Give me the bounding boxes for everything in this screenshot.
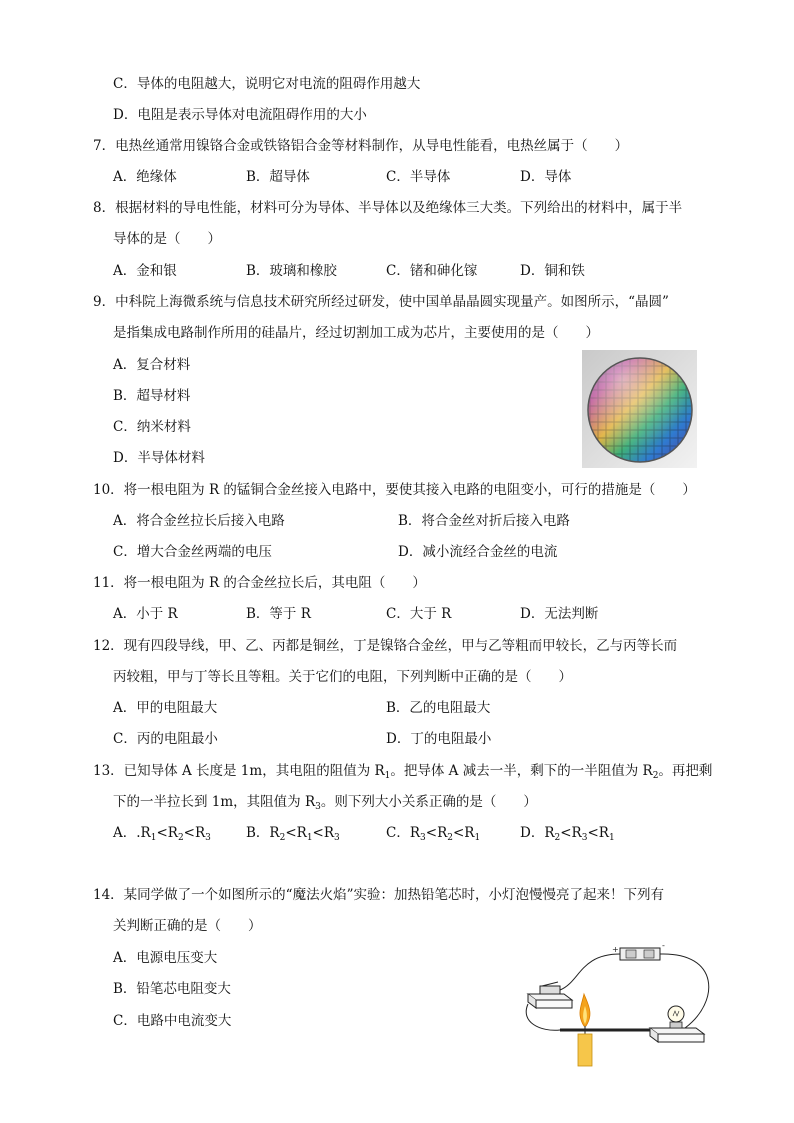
- svg-text:+: +: [612, 945, 619, 954]
- question-9-line-1: 9．中科院上海微系统与信息技术研究所经过研发，使中国单晶晶圆实现量产。如图所示，“晶圆”: [93, 294, 669, 310]
- q14-option-a: A．电源电压变大: [113, 950, 218, 966]
- q12-option-b: B．乙的电阻最大: [386, 700, 491, 716]
- q12-option-c: C．丙的电阻最小: [113, 731, 218, 747]
- svg-text:-: -: [662, 942, 665, 950]
- q9-option-a: A．复合材料: [113, 357, 191, 373]
- switch-icon: [528, 982, 572, 1008]
- q6-option-c: C．导体的电阻越大，说明它对电流的阻碍作用越大: [113, 76, 421, 92]
- q6-option-d: D．电阻是表示导体对电流阻碍作用的大小: [113, 107, 367, 123]
- q7-option-b: B．超导体: [246, 169, 310, 185]
- question-10: 10．将一根电阻为 R 的锰铜合金丝接入电路中，要使其接入电路的电阻变小，可行的措施是（ ）: [93, 482, 696, 498]
- q11-option-c: C．大于 R: [386, 606, 452, 622]
- q8-option-a: A．金和银: [113, 263, 177, 279]
- q10-option-c: C．增大合金丝两端的电压: [113, 544, 272, 560]
- question-7: 7．电热丝通常用镍铬合金或铁铬铝合金等材料制作，从导电性能看，电热丝属于（ ）: [93, 138, 629, 154]
- question-12-line-2: 丙较粗，甲与丁等长且等粗。关于它们的电阻，下列判断中正确的是（ ）: [113, 669, 572, 685]
- magic-flame-circuit: [520, 942, 716, 1070]
- battery-icon: [612, 942, 665, 960]
- q10-option-b: B．将合金丝对折后接入电路: [398, 513, 570, 529]
- q14-option-c: C．电路中电流变大: [113, 1013, 232, 1029]
- bulb-icon: [650, 1006, 704, 1042]
- q11-option-a: A．小于 R: [113, 606, 178, 622]
- q9-option-c: C．纳米材料: [113, 419, 191, 435]
- q14-option-b: B．铅笔芯电阻变大: [113, 981, 231, 997]
- q9-option-d: D．半导体材料: [113, 450, 205, 466]
- question-13-line-1: 13．已知导体 A 长度是 1m，其电阻的阻值为 $R_1$。把导体 A 减去一半，剩下的一半阻值为 $R_2$。再把剩: [93, 763, 713, 781]
- q13-option-c: C．$R_3<R_2<R_1$: [386, 825, 481, 843]
- q13-option-d: D．$R_2<R_3<R_1$: [520, 825, 615, 843]
- q7-option-d: D．导体: [520, 169, 572, 185]
- q11-option-d: D．无法判断: [520, 606, 599, 622]
- q7-option-a: A．绝缘体: [113, 169, 177, 185]
- question-8-line-1: 8．根据材料的导电性能，材料可分为导体、半导体以及绝缘体三大类。下列给出的材料中，属于半: [93, 200, 683, 216]
- q12-option-d: D．丁的电阻最小: [386, 731, 492, 747]
- q10-option-d: D．减小流经合金丝的电流: [398, 544, 558, 560]
- question-14-line-2: 关判断正确的是（ ）: [113, 918, 262, 934]
- question-14-line-1: 14．某同学做了一个如图所示的“魔法火焰”实验：加热铅笔芯时，小灯泡慢慢亮了起来！下列有: [93, 887, 664, 903]
- q10-option-a: A．将合金丝拉长后接入电路: [113, 513, 285, 529]
- q12-option-a: A．甲的电阻最大: [113, 700, 218, 716]
- q7-option-c: C．半导体: [386, 169, 451, 185]
- question-8-line-2: 导体的是（ ）: [113, 231, 221, 247]
- wafer-photo: [582, 350, 697, 468]
- q11-option-b: B．等于 R: [246, 606, 311, 622]
- q8-option-b: B．玻璃和橡胶: [246, 263, 337, 279]
- q8-option-d: D．铜和铁: [520, 263, 585, 279]
- question-9-line-2: 是指集成电路制作所用的硅晶片，经过切割加工成为芯片，主要使用的是（ ）: [113, 325, 599, 341]
- q13-option-b: B．$R_2<R_1<R_3$: [246, 825, 340, 843]
- q8-option-c: C．锗和砷化镓: [386, 263, 478, 279]
- q9-option-b: B．超导材料: [113, 388, 191, 404]
- question-13-line-2: 下的一半拉长到 1m，其阻值为 $R_3$。则下列大小关系正确的是（ ）: [113, 794, 537, 812]
- question-12-line-1: 12．现有四段导线，甲、乙、丙都是铜丝，丁是镍铬合金丝，甲与乙等粗而甲较长，乙与丙等长而: [93, 638, 678, 654]
- q13-option-a: A．$.R_1<R_2<R_3$: [113, 825, 211, 843]
- question-11: 11．将一根电阻为 R 的合金丝拉长后，其电阻（ ）: [93, 575, 426, 591]
